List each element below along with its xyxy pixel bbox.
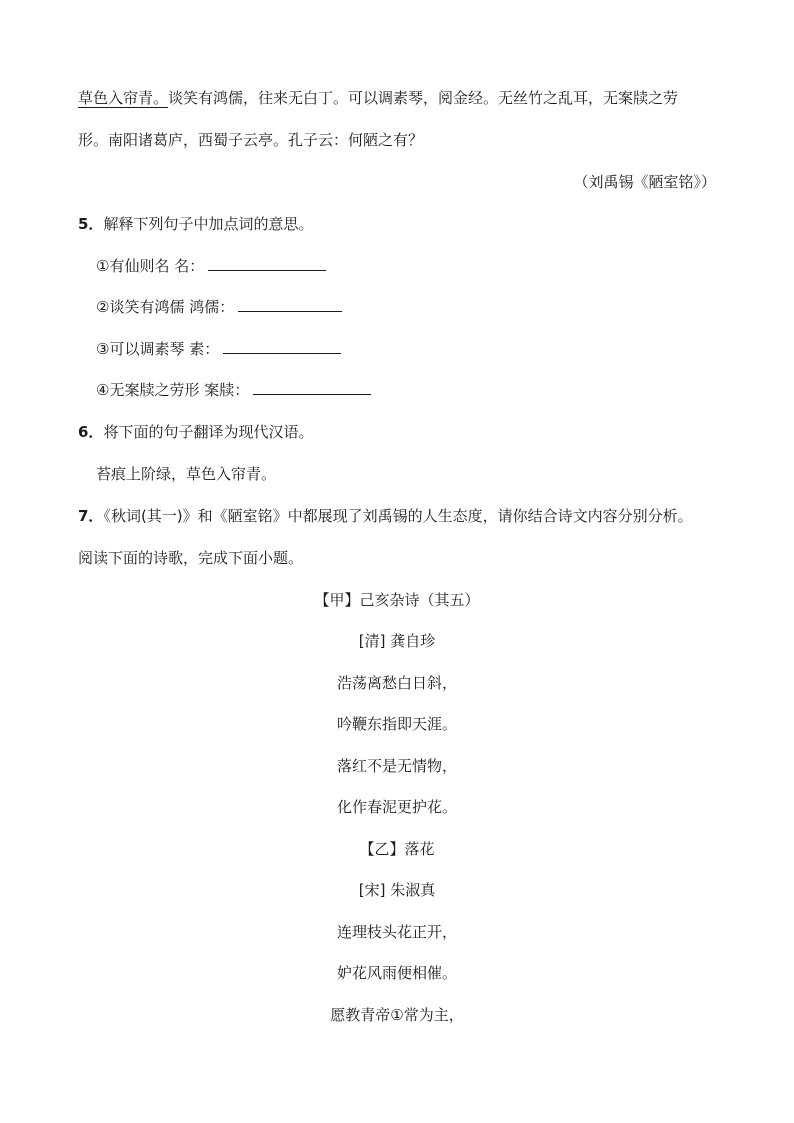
underlined-sentence: 草色入帘青。 — [78, 89, 169, 107]
question-6 — [78, 422, 718, 442]
answer-blank[interactable] — [223, 339, 341, 354]
question-7-stem: 《秋词(其一)》和《陋室铭》中都展现了刘禹锡的人生态度，请你结合诗文内容分别分析。 — [103, 507, 693, 525]
q5-item-1 — [96, 256, 326, 276]
question-6-number: 6． — [78, 423, 104, 441]
passage-source: （刘禹锡《陋室铭》） — [573, 173, 716, 191]
passage-line-2: 形。南阳诸葛庐，西蜀子云亭。孔子云：何陋之有？ — [78, 131, 424, 149]
poem-b-line: 愿教青帝①常为主， — [330, 1006, 464, 1024]
q5-item-4 — [96, 380, 371, 400]
poem-a-author: [清] 龚自珍 — [358, 632, 436, 650]
poem-a-title: 【甲】己亥杂诗（其五） — [314, 591, 480, 609]
poem-b-author: [宋] 朱淑真 — [358, 881, 436, 899]
reading-intro: 阅读下面的诗歌，完成下面小题。 — [78, 549, 304, 567]
poem-b-title: 【乙】落花 — [359, 840, 435, 858]
question-5 — [78, 214, 718, 234]
question-6-sentence: 苔痕上阶绿，草色入帘青。 — [96, 465, 277, 483]
q5-item-3-text: ③可以调素琴 素： — [96, 340, 220, 358]
poem-a-line: 落红不是无情物， — [336, 757, 457, 775]
poem-b-line: 连理枝头花正开， — [336, 923, 457, 941]
q5-item-1-text: ①有仙则名 名： — [96, 257, 205, 275]
question-6-stem: 将下面的句子翻译为现代汉语。 — [103, 423, 314, 441]
answer-blank[interactable] — [253, 380, 371, 395]
answer-blank[interactable] — [208, 256, 326, 271]
poem-a-line: 化作春泥更护花。 — [336, 798, 457, 816]
passage-line-1 — [78, 88, 718, 108]
q5-item-2-text: ②谈笑有鸿儒 鸿儒： — [96, 298, 235, 316]
poem-b-line: 妒花风雨便相催。 — [336, 964, 457, 982]
question-7-number: 7． — [78, 507, 104, 525]
q5-item-2 — [96, 297, 342, 317]
poem-a-line: 吟鞭东指即天涯。 — [336, 715, 457, 733]
q5-item-3 — [96, 339, 341, 359]
passage-line-1-rest: 谈笑有鸿儒，往来无白丁。可以调素琴，阅金经。无丝竹之乱耳，无案牍之劳 — [168, 89, 679, 107]
poem-a-line: 浩荡离愁白日斜， — [336, 674, 457, 692]
q5-item-4-text: ④无案牍之劳形 案牍： — [96, 381, 250, 399]
question-7 — [78, 506, 718, 526]
question-5-stem: 解释下列句子中加点词的意思。 — [103, 215, 314, 233]
answer-blank[interactable] — [238, 297, 342, 312]
question-5-number: 5． — [78, 215, 104, 233]
